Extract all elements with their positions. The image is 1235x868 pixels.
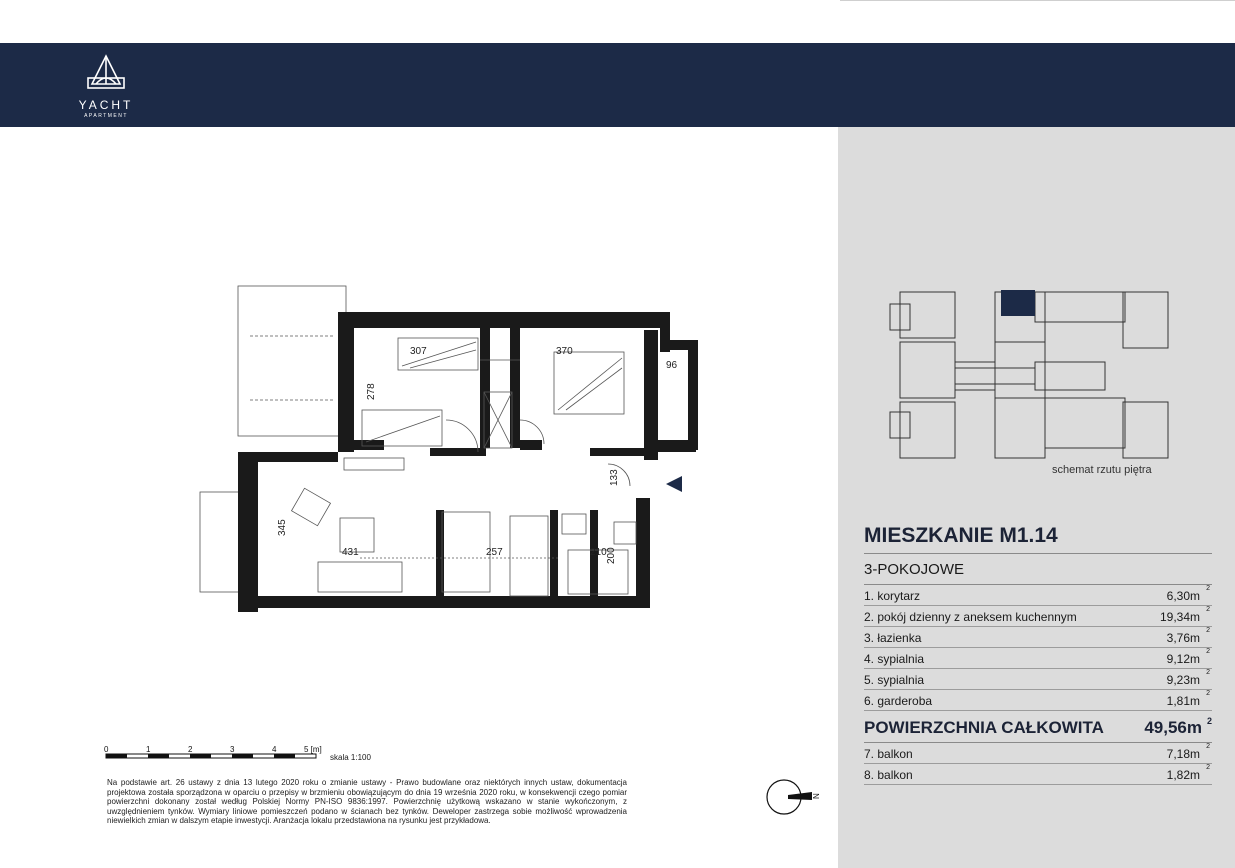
apartment-highlight xyxy=(1001,290,1035,316)
room-area: 1,81m xyxy=(1166,694,1200,708)
dim-133: 133 xyxy=(609,469,620,486)
dim-96: 96 xyxy=(666,360,678,371)
apartment-title: MIESZKANIE M1.14 xyxy=(864,524,1058,547)
dim-200: 200 xyxy=(606,547,617,564)
sofa xyxy=(318,562,402,592)
balcony-area: 1,82m xyxy=(1166,768,1200,782)
room-area: 3,76m xyxy=(1166,631,1200,645)
scale-label: skala 1:100 xyxy=(330,753,371,762)
room-name: 4. sypialnia xyxy=(864,652,925,666)
dim-370: 370 xyxy=(556,346,573,357)
room-area: 6,30m xyxy=(1166,589,1200,603)
room-area-sup: 2 xyxy=(1206,606,1210,613)
dim-278: 278 xyxy=(366,383,377,400)
brand-subtitle: APARTMENT xyxy=(84,113,128,119)
triangle-left-icon xyxy=(666,476,682,492)
scale-tick: 2 xyxy=(188,745,193,754)
legal-note: Na podstawie art. 26 ustawy z dnia 13 lutego 2020 roku o zmianie ustawy - Prawo budowlane oraz niektórych innych ustaw, dokumentacja projektowa została sporządzona w oparciu o przepisy w brzmieniu obowiązującym do dnia 19 września 2020 roku, w konsekwencji czego pomiar powierzchni dokonany został według Polskiej Normy PN-ISO 9836:1997. Powierzchnię użytkową wskazano w stanie wykończonym, z uwzględnieniem tynków. Wymiary liniowe pomieszczeń podano w ścianach bez tynków. Deweloper zastrzega sobie możliwość wprowadzenia niewielkich zmian w dalszym etapie inwestycji. Aranżacja lokalu przedstawiona na rysunku jest przykładowa. xyxy=(107,778,627,826)
scheme-label: schemat rzutu piętra xyxy=(1052,464,1152,476)
header-bar xyxy=(0,43,1235,127)
apartment-type: 3-POKOJOWE xyxy=(864,561,965,578)
balcony-area-sup: 2 xyxy=(1206,743,1210,750)
scale-tick: 4 xyxy=(272,745,277,754)
balcony-name: 8. balkon xyxy=(864,768,913,782)
room-row xyxy=(864,585,1212,606)
top-divider xyxy=(840,0,1235,1)
toilet xyxy=(562,514,586,534)
balcony-row xyxy=(864,743,1212,764)
room-name: 3. łazienka xyxy=(864,631,922,645)
balcony-name: 7. balkon xyxy=(864,747,913,761)
dim-345: 345 xyxy=(277,519,288,536)
room-area: 9,23m xyxy=(1166,673,1200,687)
scale-tick: 1 xyxy=(146,745,151,754)
balcony-area: 7,18m xyxy=(1166,747,1200,761)
total-area-row xyxy=(864,716,1212,742)
compass-letter: N xyxy=(812,793,821,799)
dim-431: 431 xyxy=(342,547,359,558)
room-area-sup: 2 xyxy=(1206,669,1210,676)
room-row xyxy=(864,648,1212,669)
door-arc xyxy=(446,420,478,452)
room-name: 1. korytarz xyxy=(864,589,921,603)
total-area-value: 49,56m xyxy=(1144,718,1202,737)
room-area-sup: 2 xyxy=(1206,627,1210,634)
dim-210: 210 xyxy=(590,547,607,558)
dim-307: 307 xyxy=(410,346,427,357)
total-area-label: POWIERZCHNIA CAŁKOWITA xyxy=(864,718,1104,737)
kitchen-counter-2 xyxy=(510,516,548,596)
room-name: 6. garderoba xyxy=(864,694,933,708)
balcony-row xyxy=(864,764,1212,785)
radiator xyxy=(344,458,404,470)
room-name: 5. sypialnia xyxy=(864,673,925,687)
dim-257: 257 xyxy=(486,547,503,558)
compass-icon xyxy=(760,775,826,819)
scale-bar xyxy=(100,742,340,766)
sink xyxy=(614,522,636,544)
room-row xyxy=(864,606,1212,627)
room-area: 9,12m xyxy=(1166,652,1200,666)
room-row xyxy=(864,690,1212,711)
scale-tick: 5 [m] xyxy=(304,745,322,754)
title-divider xyxy=(864,553,1212,554)
room-name: 2. pokój dzienny z aneksem kuchennym xyxy=(864,610,1077,624)
dining-table xyxy=(292,488,331,526)
room-area: 19,34m xyxy=(1159,610,1200,624)
brand-name: YACHT xyxy=(78,98,134,112)
total-area-sup: 2 xyxy=(1206,716,1212,726)
room-area-sup: 2 xyxy=(1206,585,1210,592)
room-row xyxy=(864,627,1212,648)
kitchen-counter xyxy=(442,512,490,592)
room-row xyxy=(864,669,1212,690)
floor-scheme xyxy=(885,284,1175,462)
room-area-sup: 2 xyxy=(1206,648,1210,655)
balcony-area-sup: 2 xyxy=(1206,764,1210,771)
scale-tick: 3 xyxy=(230,745,235,754)
floor-plan xyxy=(170,280,710,620)
scale-tick: 0 xyxy=(104,745,109,754)
room-area-sup: 2 xyxy=(1206,690,1210,697)
balcony-left xyxy=(200,492,240,592)
balcony-top xyxy=(238,286,346,436)
